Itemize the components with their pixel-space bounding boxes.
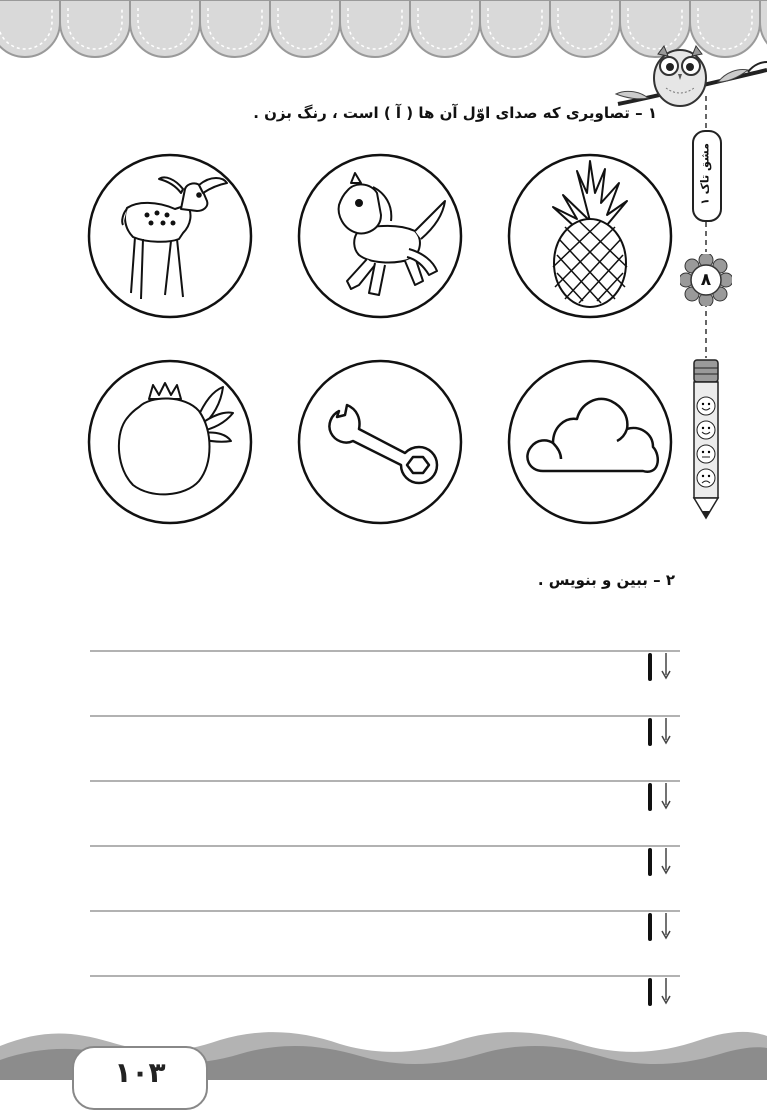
neutral-face-icon [697,445,715,463]
exercise-1-title: ۱ – تصاویری که صدای اوّل آن ها ( آ ) است ، رنگ بزن . [253,104,657,122]
sad-face-icon [697,469,715,487]
writing-line-row[interactable] [90,970,680,1010]
page-number-badge [72,1046,208,1110]
writing-line-row[interactable] [90,710,680,750]
pineapple-picture[interactable] [507,153,673,319]
pencil-rating-icon [690,358,722,522]
exercise-2-title: ۲ – ببین و بنویس . [537,571,675,589]
writing-line-row[interactable] [90,840,680,880]
cloud-picture[interactable] [507,359,673,525]
deer-picture[interactable] [87,153,253,319]
writing-line-row[interactable] [90,775,680,815]
smile-face-icon [697,397,715,415]
writing-line-row[interactable] [90,905,680,945]
flower-number: ۸ [700,270,712,290]
sidebar-label: مشق تاک ۱ [698,143,712,205]
writing-line-row[interactable] [90,645,680,685]
pomegranate-picture[interactable] [87,359,253,525]
horse-picture[interactable] [297,153,463,319]
smile-face-icon [697,421,715,439]
page-number: ۱۰۳ [114,1056,166,1089]
wrench-picture[interactable] [297,359,463,525]
